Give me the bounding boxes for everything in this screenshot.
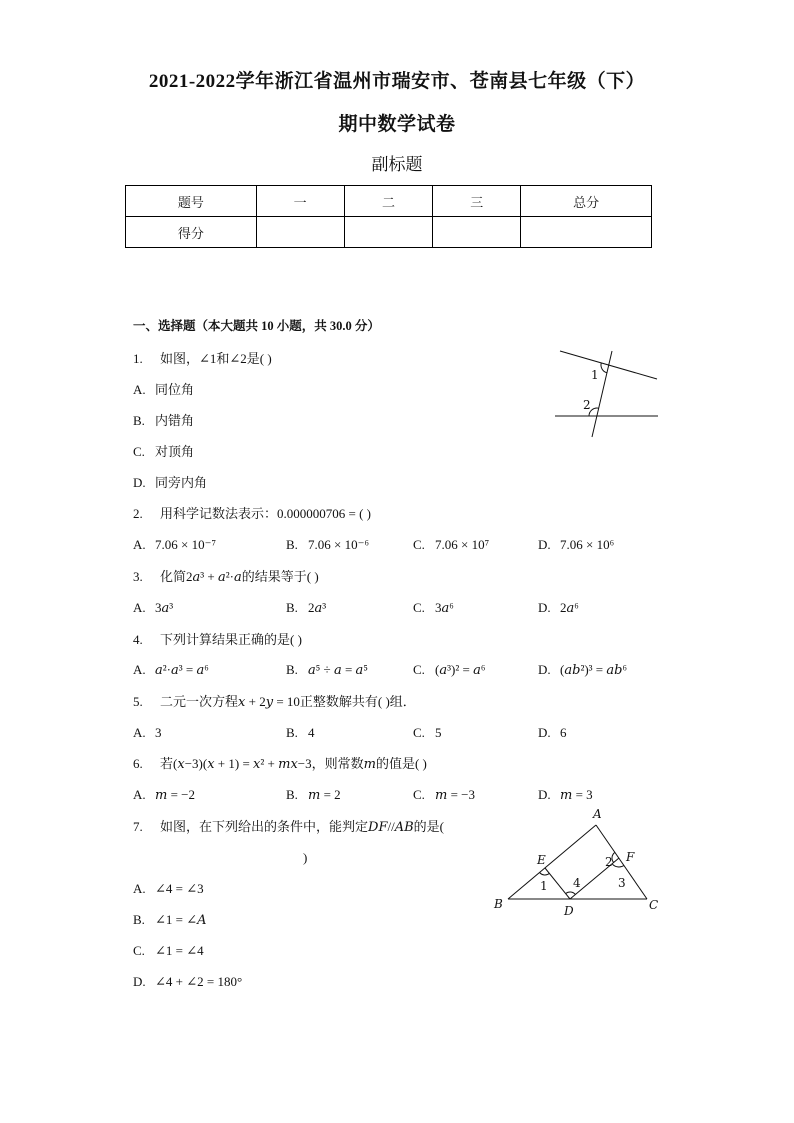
exam-title-line-2: 期中数学试卷 <box>338 114 456 135</box>
question-3-number: 3. <box>133 569 143 584</box>
score-table-header-cell: 一 <box>256 186 344 217</box>
option-text: 3a⁶ <box>435 600 454 616</box>
option-text: ∠1 = ∠4 <box>155 943 204 958</box>
figure-2-segment-ed <box>545 868 570 899</box>
score-cell <box>256 217 344 248</box>
question-2-option-c <box>413 536 489 554</box>
question-3-option-d <box>538 599 579 618</box>
section-heading-choice: 一、选择题（本大题共 10 小题，共 30.0 分） <box>133 319 380 333</box>
option-text: ∠4 + ∠2 = 180° <box>155 974 243 989</box>
question-7-stem-continuation: ) <box>303 850 308 865</box>
question-3-option-b <box>286 599 326 618</box>
option-text: 3 <box>155 725 162 740</box>
option-label: B. <box>286 600 298 615</box>
question-6-option-b <box>286 786 341 805</box>
option-text: 对顶角 <box>155 444 195 459</box>
question-3-option-c <box>413 599 454 618</box>
question-2-option-a <box>133 536 216 554</box>
question-5-number: 5. <box>133 694 143 709</box>
question-5-option-a <box>133 724 162 742</box>
question-6-option-c <box>413 786 475 805</box>
figure-2-angle-2-label: 2 <box>605 855 613 869</box>
option-label: C. <box>133 444 145 459</box>
option-text: (a³)² = a⁶ <box>435 662 486 678</box>
option-label: C. <box>413 725 425 740</box>
question-6-number: 6. <box>133 756 143 771</box>
figure-1-transversal <box>592 351 612 437</box>
option-text: 7.06 × 10⁶ <box>560 537 615 552</box>
figure-2-angle-4-arc <box>566 892 576 894</box>
option-label: D. <box>538 662 551 677</box>
option-text: 2a⁶ <box>560 600 579 616</box>
figure-2-angle-4-label: 4 <box>573 876 581 890</box>
option-label: B. <box>286 662 298 677</box>
question-6-option-d <box>538 786 593 805</box>
option-label: D. <box>538 787 551 802</box>
option-text: 同旁内角 <box>155 475 208 490</box>
option-text: 内错角 <box>155 413 195 428</box>
question-7-stem: 如图，在下列给出的条件中，能判定DF//AB的是( <box>160 819 445 835</box>
option-label: A. <box>133 382 146 397</box>
exam-title-line-1: 2021-2022学年浙江省温州市瑞安市、苍南县七年级（下） <box>148 71 646 92</box>
option-text: ∠4 = ∠3 <box>155 881 204 896</box>
option-text: a⁵ ÷ a = a⁵ <box>308 662 368 678</box>
option-label: A. <box>133 725 146 740</box>
figure-2-point-c-label: C <box>649 898 659 912</box>
option-text: m = 3 <box>560 787 593 803</box>
option-label: D. <box>538 537 551 552</box>
option-label: A. <box>133 787 146 802</box>
option-label: C. <box>413 662 425 677</box>
question-5-option-c <box>413 724 442 742</box>
option-label: D. <box>133 974 146 989</box>
question-1-option-c <box>133 443 194 461</box>
option-label: D. <box>538 725 551 740</box>
question-6-stem: 若(x−3)(x + 1) = x² + mx−3，则常数m的值是( ) <box>160 756 427 772</box>
figure-2-angle-1-arc <box>540 873 550 875</box>
question-4-stem: 下列计算结果正确的是( ) <box>160 632 302 647</box>
option-text: 3a³ <box>155 600 174 616</box>
option-label: D. <box>538 600 551 615</box>
question-4-option-b <box>286 661 368 680</box>
option-label: A. <box>133 662 146 677</box>
score-table-header-cell: 三 <box>433 186 521 217</box>
question-7-option-d <box>133 973 242 991</box>
score-cell <box>344 217 433 248</box>
score-cell <box>521 217 652 248</box>
option-text: m = −3 <box>435 787 475 803</box>
option-label: C. <box>133 943 145 958</box>
question-1-option-b <box>133 412 194 430</box>
figure-1-angle-2-label: 2 <box>583 398 591 412</box>
question-7-figure <box>490 808 665 920</box>
option-text: a²·a³ = a⁶ <box>155 662 209 678</box>
option-label: B. <box>286 725 298 740</box>
figure-2-angle-3-label: 3 <box>618 876 626 890</box>
figure-2-point-a-label: A <box>593 808 602 821</box>
option-label: C. <box>413 600 425 615</box>
option-text: 7.06 × 10⁻⁶ <box>308 537 369 552</box>
question-4-option-d <box>538 661 627 680</box>
question-7-option-c <box>133 942 204 960</box>
question-4-option-a <box>133 661 209 680</box>
question-7-option-b <box>133 911 207 930</box>
question-1-option-d <box>133 474 207 492</box>
option-text: m = −2 <box>155 787 195 803</box>
score-table-row-label: 得分 <box>126 217 257 248</box>
option-label: B. <box>133 912 145 927</box>
question-1-figure <box>550 345 662 441</box>
option-label: A. <box>133 881 146 896</box>
figure-2-point-f-label: F <box>626 850 635 864</box>
question-1-number: 1. <box>133 351 143 366</box>
score-table-score-row <box>126 217 652 248</box>
exam-subtitle: 副标题 <box>371 155 423 174</box>
question-2-option-b <box>286 536 369 554</box>
figure-2-angle-3-arc <box>612 864 624 867</box>
question-5-option-b <box>286 724 315 742</box>
score-table-header-cell: 总分 <box>521 186 652 217</box>
option-text: 6 <box>560 725 567 740</box>
question-3-option-a <box>133 599 173 618</box>
option-label: A. <box>133 600 146 615</box>
option-text: 7.06 × 10⁻⁷ <box>155 537 216 552</box>
score-table-header-row <box>126 186 652 217</box>
option-text: m = 2 <box>308 787 341 803</box>
figure-2-point-e-label: E <box>537 853 546 867</box>
question-4-option-c <box>413 661 485 680</box>
option-text: 7.06 × 10⁷ <box>435 537 490 552</box>
option-label: C. <box>413 537 425 552</box>
option-text: 2a³ <box>308 600 327 616</box>
option-text: 同位角 <box>155 382 195 397</box>
option-label: D. <box>133 475 146 490</box>
option-text: 4 <box>308 725 315 740</box>
option-label: C. <box>413 787 425 802</box>
option-label: B. <box>286 787 298 802</box>
question-1-stem: 如图，∠1和∠2是( ) <box>160 351 272 366</box>
figure-1-angle-1-label: 1 <box>591 368 599 382</box>
figure-2-angle-1-label: 1 <box>540 879 548 893</box>
question-7-number: 7. <box>133 819 143 834</box>
option-label: A. <box>133 537 146 552</box>
question-2-number: 2. <box>133 506 143 521</box>
score-table <box>125 185 652 248</box>
score-table-header-cell: 二 <box>344 186 433 217</box>
question-2-stem: 用科学记数法表示：0.000000706 = ( ) <box>160 506 371 521</box>
question-5-option-d <box>538 724 567 742</box>
question-3-stem: 化简2a³ + a²·a的结果等于( ) <box>160 569 319 585</box>
score-cell <box>433 217 521 248</box>
option-label: B. <box>133 413 145 428</box>
score-table-header-cell: 题号 <box>126 186 257 217</box>
figure-2-point-b-label: B <box>494 897 503 911</box>
question-6-option-a <box>133 786 195 805</box>
option-text: (ab²)³ = ab⁶ <box>560 662 628 678</box>
option-text: 5 <box>435 725 442 740</box>
option-label: B. <box>286 537 298 552</box>
option-text: ∠1 = ∠A <box>155 912 207 928</box>
question-7-option-a <box>133 880 204 898</box>
question-5-stem: 二元一次方程x + 2y = 10正整数解共有( )组． <box>160 694 416 710</box>
figure-2-point-d-label: D <box>564 904 574 918</box>
question-2-option-d <box>538 536 614 554</box>
question-4-number: 4. <box>133 632 143 647</box>
question-1-option-a <box>133 381 194 399</box>
